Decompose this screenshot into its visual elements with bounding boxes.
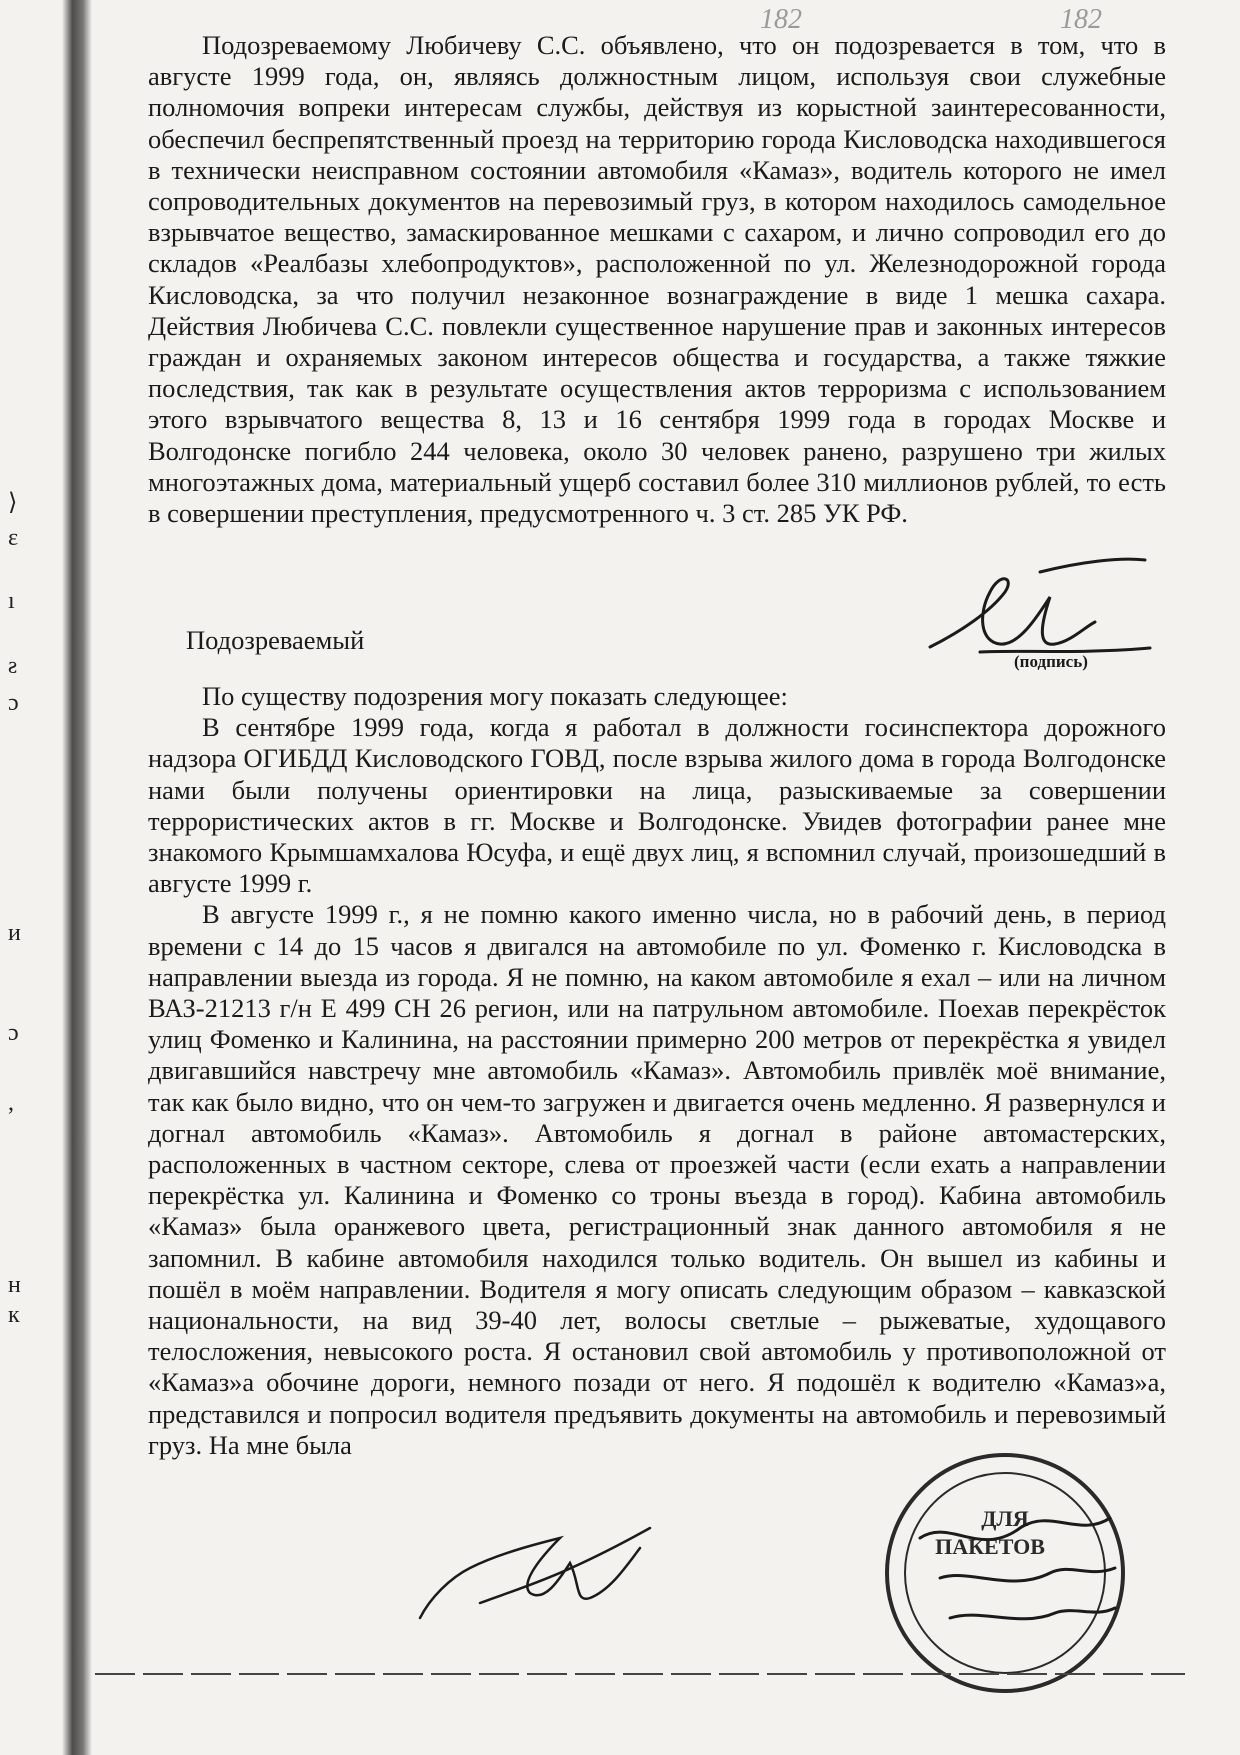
paragraph-september: В сентябре 1999 года, когда я работал в должности госинспектора дорожного надзора ОГИБДД Кисловодского ГОВД, после взрыва жилого дома в города Волгодонске нами были получены ориентировки на лица, разыскиваемые за совершении террористических актов в гг. Москве и Волгодонске. Увидев фотографии ранее мне знакомого Крымшамхалова Юсуфа, и ещё двух лиц, я вспомнил случай, произошедший в августе 1999 г. (148, 712, 1166, 899)
margin-char: и (8, 920, 21, 946)
margin-char: ı (8, 588, 15, 614)
page-number-mark-left: 182 (760, 4, 802, 35)
document-body-testimony (148, 681, 1166, 1461)
stamp-line-1: ДЛЯ (981, 1506, 1029, 1531)
binding-edge-shadow (62, 0, 92, 1755)
official-stamp (880, 1448, 1130, 1698)
paragraph-intro: По существу подозрения могу показать следующее: (202, 681, 788, 711)
document-body (148, 30, 1166, 529)
margin-char: ƨ (8, 653, 18, 679)
suspect-label: Подозреваемый (186, 625, 365, 655)
margin-char: н (8, 1272, 21, 1298)
margin-char: к (8, 1302, 20, 1328)
margin-char: ɔ (8, 690, 19, 716)
left-margin-marks (0, 0, 40, 1755)
paragraph-august: В августе 1999 г., я не помню какого именно числа, но в рабочий день, в период времени с 14 до 15 часов я двигался на автомобиле по ул. Фоменко г. Кисловодска в направлении выезда из города. Я не помню, на каком автомобиле я ехал – или на личном ВАЗ-21213 г/н Е 499 СН 26 регион, или на патрульном автомобиле. Поехав перекрёсток улиц Фоменко и Калинина, на расстоянии примерно 200 метров от перекрёстка я увидел двигавшийся навстречу мне автомобиль «Камаз». Автомобиль привлёк моё внимание, так как было видно, что он чем-то загружен и двигается очень медленно. Я развернулся и догнал автомобиль «Камаз». Автомобиль я догнал в районе автомастерских, расположенных в частном секторе, слева от проезжей части (если ехать а направлении перекрёстка ул. Калинина и Фоменко со троны въезда в город). Кабина автомобиль «Камаз» была оранжевого цвета, регистрационный знак данного автомобиля я не запомнил. В кабине автомобиля находился только водитель. Он вышел из кабины и пошёл в моём направлении. Водителя я могу описать следующим образом – кавказской национальности, на вид 39-40 лет, волосы светлые – рыжеватые, худощавого телосложения, невысокого роста. Я остановил свой автомобиль у противоположной от «Камаз»а обочине дороги, немного позади от него. Я подошёл к водителю «Камаз»а, представился и попросил водителя предъявить документы на автомобиль и перевозимый груз. На мне была (148, 899, 1166, 1460)
margin-char: ɛ (8, 525, 19, 551)
bottom-signature (410, 1508, 670, 1628)
signature-caption: (подпись) (1014, 652, 1088, 671)
page-bottom-rule (95, 1673, 1185, 1675)
stamp-line-2: ПАКЕТОВ (935, 1534, 1045, 1559)
page-number-mark-right: 182 (1060, 4, 1102, 35)
margin-char: , (8, 1090, 14, 1116)
margin-char: ɔ (8, 1020, 19, 1046)
margin-char: ⟩ (8, 490, 18, 516)
paragraph-accusation: Подозреваемому Любичеву С.С. объявлено, что он подозревается в том, что в августе 1999 года, он, являясь должностным лицом, используя свои служебные полномочия вопреки интересам службы, действуя из корыстной заинтересованности, обеспечил беспрепятственный проезд на территорию города Кисловодска находившегося в технически неисправном состоянии автомобиля «Камаз», водитель которого не имел сопроводительных документов на перевозимый груз, в котором находилось самодельное взрывчатое вещество, замаскированное мешками с сахаром, и лично сопроводил его до складов «Реалбазы хлебопродуктов», расположенной по ул. Железнодорожной города Кисловодска, за что получил незаконное вознаграждение в виде 1 мешка сахара. Действия Любичева С.С. повлекли существенное нарушение прав и законных интересов граждан и охраняемых законом интересов общества и государства, а также тяжкие последствия, так как в результате осуществления актов терроризма с использованием этого взрывчатого вещества 8, 13 и 16 сентября 1999 года в городах Москве и Волгодонске погибло 244 человека, около 30 человек ранено, разрушено три жилых многоэтажных дома, материальный ущерб составил более 310 миллионов рублей, то есть в совершении преступления, предусмотренного ч. 3 ст. 285 УК РФ. (148, 30, 1166, 529)
